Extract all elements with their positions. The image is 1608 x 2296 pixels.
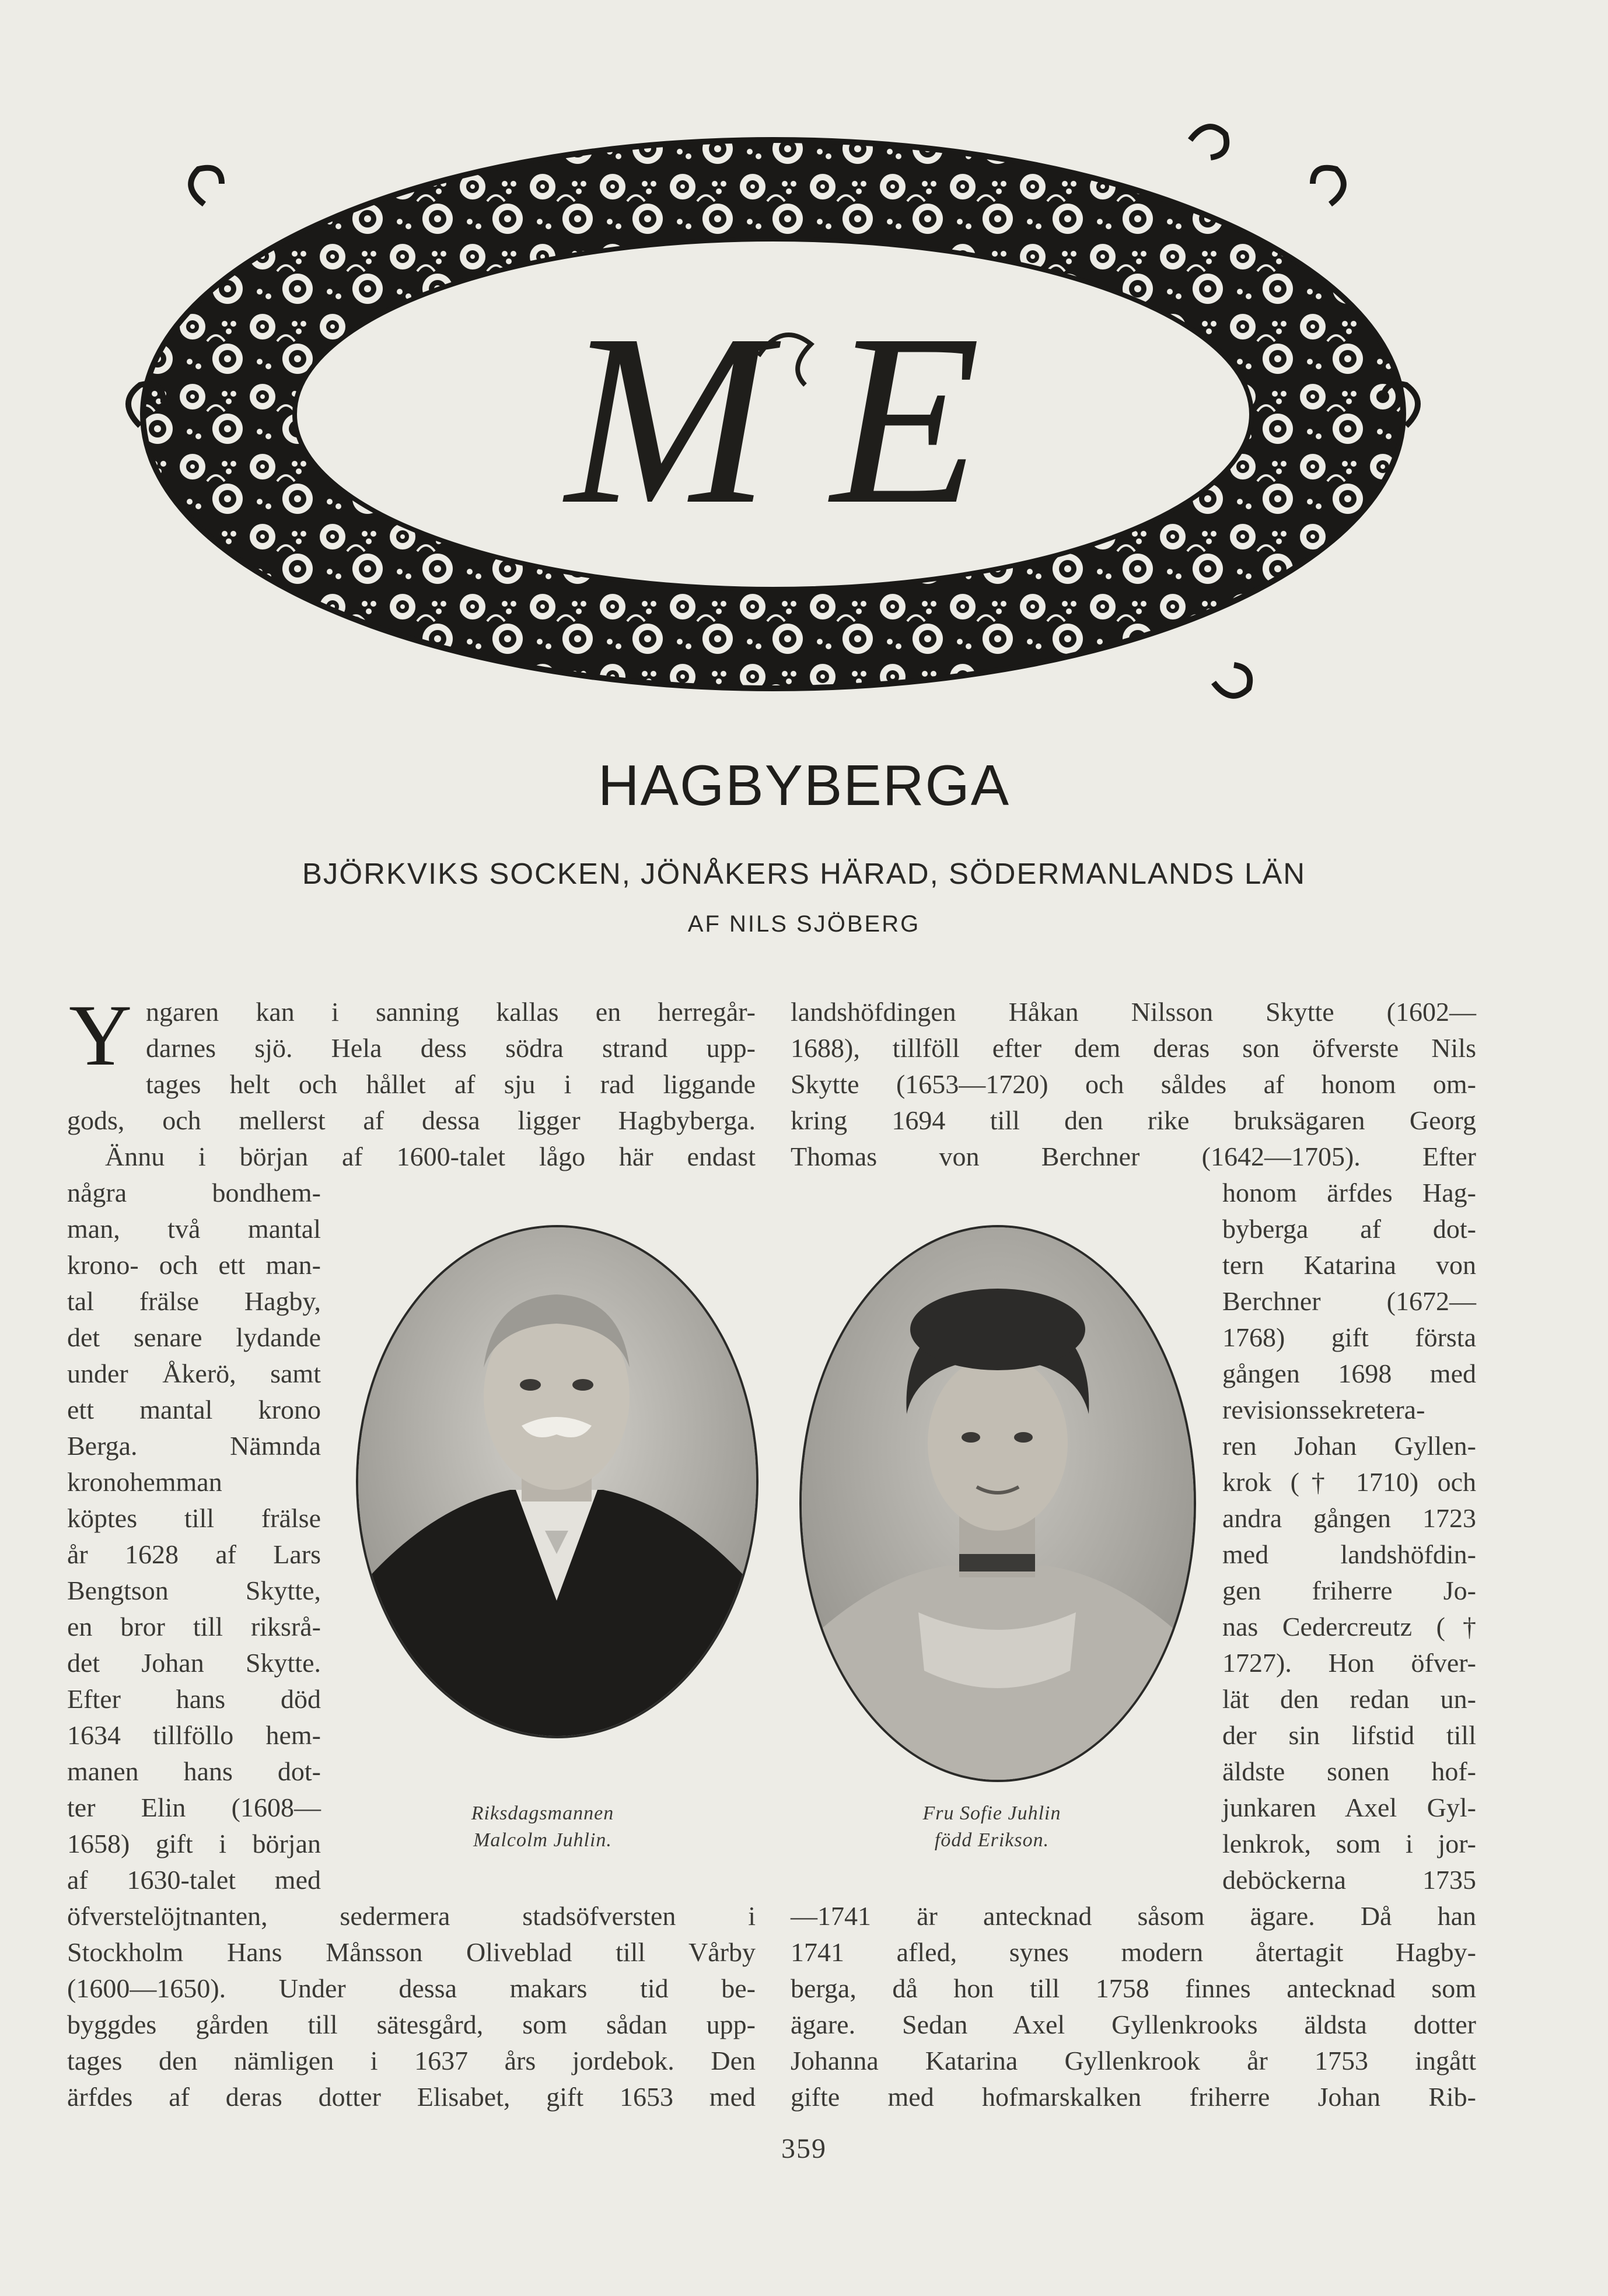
text-line: darnes sjö. Hela dess södra strand upp- bbox=[146, 1033, 756, 1063]
monogram-letters: M E bbox=[565, 284, 981, 555]
portrait-sofie-juhlin bbox=[799, 1225, 1196, 1782]
caption-line: född Erikson. bbox=[934, 1829, 1050, 1851]
text-line: lät den redan un- bbox=[1222, 1684, 1476, 1714]
text-line: Efter hans död bbox=[67, 1684, 321, 1714]
portrait-man-image bbox=[358, 1227, 756, 1736]
text-line: Berga. Nämnda bbox=[67, 1431, 321, 1461]
text-line: honom ärfdes Hag- bbox=[1222, 1178, 1476, 1208]
text-line: ägare. Sedan Axel Gyllenkrooks äldsta dotter bbox=[791, 2010, 1476, 2039]
text-line: deböckerna 1735 bbox=[1222, 1865, 1476, 1895]
text-line: 1658) gift i början bbox=[67, 1829, 321, 1859]
text-line: revisionssekretera- bbox=[1222, 1395, 1425, 1424]
text-line: några bondhem- bbox=[67, 1178, 321, 1208]
text-line: Skytte (1653—1720) och såldes af honom om- bbox=[791, 1069, 1476, 1099]
text-line: det Johan Skytte. bbox=[67, 1648, 321, 1678]
text-line: med landshöfdin- bbox=[1222, 1539, 1476, 1569]
text-line: af 1630-talet med bbox=[67, 1865, 321, 1895]
text-line: en bror till riksrå- bbox=[67, 1612, 321, 1642]
text-line: nas Cedercreutz († bbox=[1222, 1612, 1476, 1642]
portrait-malcolm-juhlin bbox=[356, 1225, 758, 1738]
text-line: äldste sonen hof- bbox=[1222, 1756, 1476, 1786]
text-line: junkaren Axel Gyl- bbox=[1222, 1793, 1476, 1822]
text-line: Bengtson Skytte, bbox=[67, 1576, 321, 1605]
text-line: ter Elin (1608— bbox=[67, 1793, 321, 1822]
text-line: Ännu i början af 1600-talet lågo här endast bbox=[105, 1142, 756, 1171]
text-line: köptes till frälse bbox=[67, 1503, 321, 1533]
text-line: tages helt och hållet af sju i rad liggande bbox=[146, 1069, 756, 1099]
text-line: Thomas von Berchner (1642—1705). Efter bbox=[791, 1142, 1476, 1171]
text-line: byggdes gården till sätesgård, som sådan upp- bbox=[67, 2010, 756, 2039]
text-line: ngaren kan i sanning kallas en herregår- bbox=[146, 997, 756, 1027]
text-line: Stockholm Hans Månsson Oliveblad till Vårby bbox=[67, 1937, 756, 1967]
caption-line: Fru Sofie Juhlin bbox=[922, 1803, 1061, 1824]
text-line: gods, och mellerst af dessa ligger Hagbyberga. bbox=[67, 1105, 756, 1135]
caption-line: Malcolm Juhlin. bbox=[473, 1829, 612, 1851]
text-line: 1688), tillföll efter dem deras son öfverste Nils bbox=[791, 1033, 1476, 1063]
text-line: Johanna Katarina Gyllenkrook år 1753 ingått bbox=[791, 2046, 1476, 2076]
text-line: ärfdes af deras dotter Elisabet, gift 1653 med bbox=[67, 2082, 756, 2112]
text-line: (1600—1650). Under dessa makars tid be- bbox=[67, 1973, 756, 2003]
text-line: under Åkerö, samt bbox=[67, 1359, 321, 1388]
page-subtitle: BJÖRKVIKS SOCKEN, JÖNÅKERS HÄRAD, SÖDERMANLANDS LÄN bbox=[302, 857, 1306, 890]
text-line: landshöfdingen Håkan Nilsson Skytte (1602— bbox=[791, 997, 1476, 1027]
text-line: år 1628 af Lars bbox=[67, 1539, 321, 1569]
caption-sofie-juhlin bbox=[881, 1800, 1103, 1854]
text-line: 1634 tillföllo hem- bbox=[67, 1720, 321, 1750]
author-byline: AF NILS SJÖBERG bbox=[687, 911, 921, 937]
text-line: ett mantal krono bbox=[67, 1395, 321, 1424]
page-title: HAGBYBERGA bbox=[597, 753, 1011, 817]
text-line: tal frälse Hagby, bbox=[67, 1286, 321, 1316]
text-line: tages den nämligen i 1637 års jordebok. Den bbox=[67, 2046, 756, 2076]
text-line: öfverstelöjtnanten, sedermera stadsöfversten i bbox=[67, 1901, 756, 1931]
caption-malcolm-juhlin bbox=[432, 1800, 653, 1854]
text-line: kronohemman bbox=[67, 1467, 222, 1497]
text-line: det senare lydande bbox=[67, 1322, 321, 1352]
page-number: 359 bbox=[781, 2133, 827, 2164]
text-line: berga, då hon till 1758 finnes antecknad som bbox=[791, 1973, 1476, 2003]
caption-line: Riksdagsmannen bbox=[471, 1803, 614, 1824]
drop-cap: Y bbox=[69, 987, 132, 1084]
text-line: andra gången 1723 bbox=[1222, 1503, 1476, 1533]
text-line: der sin lifstid till bbox=[1222, 1720, 1476, 1750]
text-line: 1741 afled, synes modern återtagit Hagby- bbox=[791, 1937, 1476, 1967]
monogram-ornament bbox=[105, 99, 1441, 723]
portrait-woman-image bbox=[802, 1227, 1194, 1780]
text-line: kring 1694 till den rike bruksägaren Georg bbox=[791, 1105, 1476, 1135]
text-line: tern Katarina von bbox=[1222, 1250, 1476, 1280]
text-line: krono- och ett man- bbox=[67, 1250, 321, 1280]
text-line: Berchner (1672— bbox=[1222, 1286, 1476, 1316]
text-line: —1741 är antecknad såsom ägare. Då han bbox=[791, 1901, 1476, 1931]
text-line: gen friherre Jo- bbox=[1222, 1576, 1476, 1605]
text-line: gången 1698 med bbox=[1222, 1359, 1476, 1388]
text-line: krok († 1710) och bbox=[1222, 1467, 1476, 1497]
text-line: byberga af dot- bbox=[1222, 1214, 1476, 1244]
text-line: 1768) gift första bbox=[1222, 1322, 1476, 1352]
text-line: man, två mantal bbox=[67, 1214, 321, 1244]
text-line: gifte med hofmarskalken friherre Johan Rib- bbox=[791, 2082, 1476, 2112]
text-line: manen hans dot- bbox=[67, 1756, 321, 1786]
text-line: ren Johan Gyllen- bbox=[1222, 1431, 1476, 1461]
text-line: lenkrok, som i jor- bbox=[1222, 1829, 1476, 1859]
text-line: 1727). Hon öfver- bbox=[1222, 1648, 1476, 1678]
